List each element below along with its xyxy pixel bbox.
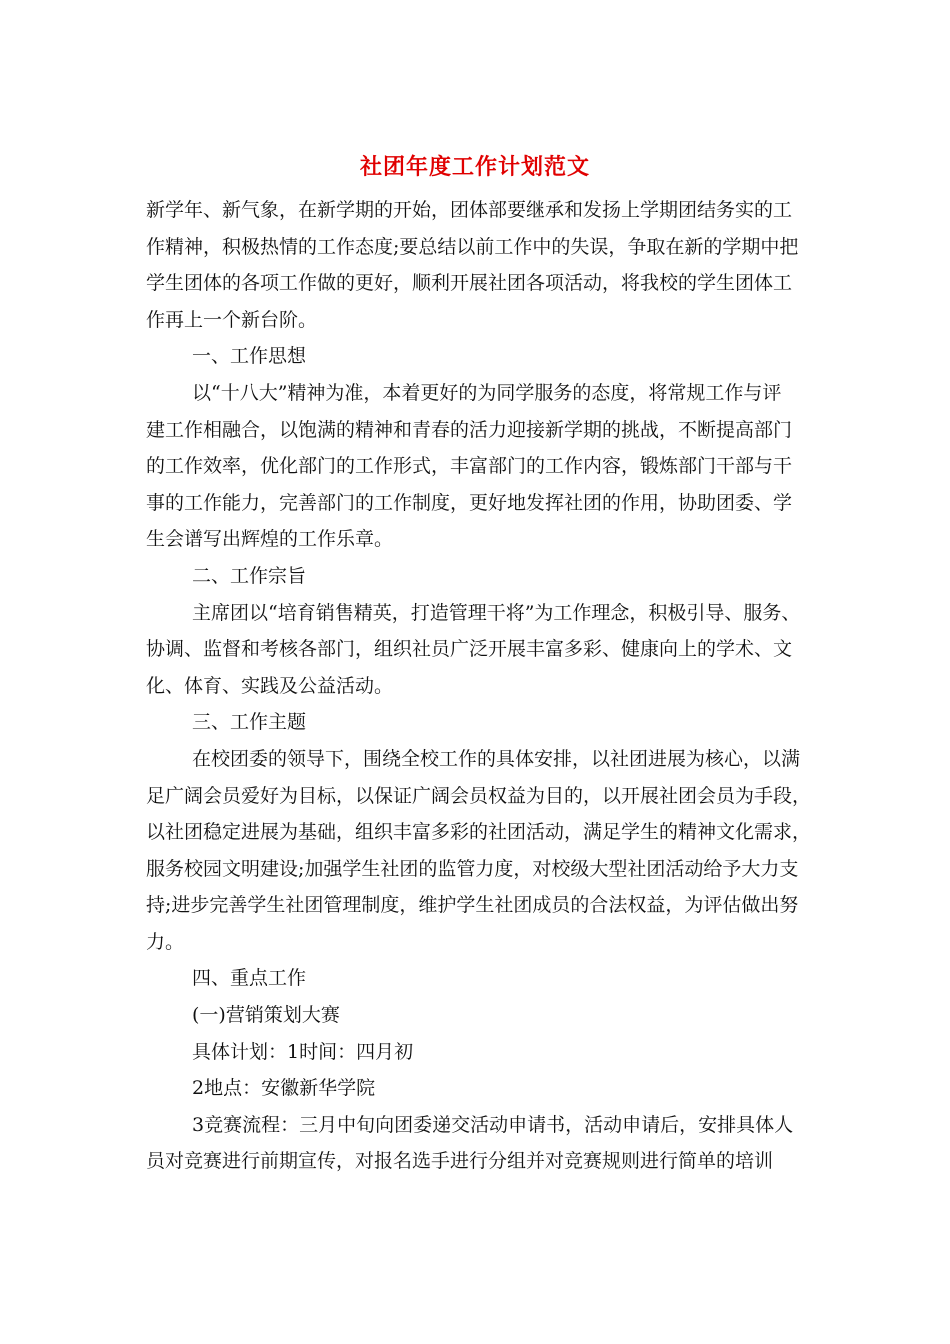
body-line: 3竞赛流程：三月中旬向团委递交活动申请书，活动申请后，安排具体人 xyxy=(192,1113,794,1136)
body-line: 生会谱写出辉煌的工作乐章。 xyxy=(146,528,394,551)
body-line: 协调、监督和考核各部门，组织社员广泛开展丰富多彩、健康向上的学术、文 xyxy=(146,638,793,661)
body-line: 三、工作主题 xyxy=(192,711,307,734)
body-line: 以社团稳定进展为基础，组织丰富多彩的社团活动，满足学生的精神文化需求， xyxy=(146,821,812,844)
body-line: 主席团以“培育销售精英，打造管理干将”为工作理念，积极引导、服务、 xyxy=(192,601,801,624)
body-line: 化、体育、实践及公益活动。 xyxy=(146,674,394,697)
body-line: 学生团体的各项工作做的更好，顺利开展社团各项活动，将我校的学生团体工 xyxy=(146,272,793,295)
body-line: 作精神，积极热情的工作态度;要总结以前工作中的失误，争取在新的学期中把 xyxy=(146,235,799,258)
body-line: 2地点：安徽新华学院 xyxy=(192,1077,376,1100)
body-line: 的工作效率，优化部门的工作形式，丰富部门的工作内容，锻炼部门干部与干 xyxy=(146,455,793,478)
body-line: 事的工作能力，完善部门的工作制度，更好地发挥社团的作用，协助团委、学 xyxy=(146,491,793,514)
body-line: (一)营销策划大赛 xyxy=(192,1004,340,1027)
body-line: 四、重点工作 xyxy=(192,967,307,990)
body-line: 在校团委的领导下，围绕全校工作的具体安排，以社团进展为核心，以满 xyxy=(192,747,801,770)
body-line: 以“十八大”精神为准，本着更好的为同学服务的态度，将常规工作与评 xyxy=(192,381,782,404)
body-line: 服务校园文明建设;加强学生社团的监管力度，对校级大型社团活动给予大力支 xyxy=(146,857,799,880)
document-body xyxy=(146,192,814,1180)
body-line: 力。 xyxy=(146,930,185,953)
body-line: 持;进步完善学生社团管理制度，维护学生社团成员的合法权益，为评估做出努 xyxy=(146,894,799,917)
document-title: 社团年度工作计划范文 xyxy=(359,154,590,180)
body-line: 建工作相融合，以饱满的精神和青春的活力迎接新学期的挑战，不断提高部门 xyxy=(146,418,793,441)
body-line: 具体计划：1时间：四月初 xyxy=(192,1040,414,1063)
body-line: 员对竞赛进行前期宣传，对报名选手进行分组并对竞赛规则进行简单的培训 xyxy=(146,1150,774,1173)
body-line: 足广阔会员爱好为目标，以保证广阔会员权益为目的，以开展社团会员为手段， xyxy=(146,784,812,807)
body-line: 二、工作宗旨 xyxy=(192,564,307,587)
body-line: 作再上一个新台阶。 xyxy=(146,308,318,331)
body-line: 新学年、新气象，在新学期的开始，团体部要继承和发扬上学期团结务实的工 xyxy=(146,199,793,221)
body-line: 一、工作思想 xyxy=(192,345,307,368)
